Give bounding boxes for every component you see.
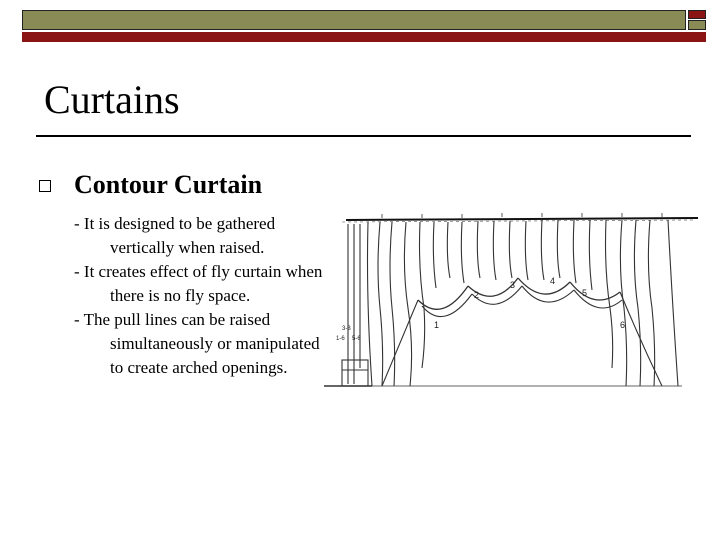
header-decoration-bar — [22, 10, 706, 42]
pull-line-label: 3-3 — [342, 326, 351, 332]
slide-title: Curtains — [44, 77, 180, 122]
bullet-heading: Contour Curtain — [74, 170, 263, 199]
curtain-point-label: 5 — [582, 288, 588, 298]
curtain-point-label: 3 — [510, 280, 516, 290]
curtain-point-label: 1 — [434, 320, 440, 330]
header-maroon-band — [22, 32, 706, 42]
bullet-body — [74, 212, 324, 380]
title-divider — [36, 135, 691, 137]
curtain-point-label: 6 — [620, 320, 626, 330]
curtain-point-label: 2 — [474, 290, 480, 300]
pull-line-label: 1-6 — [336, 336, 345, 342]
header-corner-square-top — [688, 10, 706, 19]
curtain-point-label: 4 — [550, 276, 556, 286]
bullet-line: - The pull lines can be raised simultaneously or manipulated to create arched openings. — [74, 310, 320, 377]
bullet-line: - It creates effect of fly curtain when there is no fly space. — [74, 262, 323, 305]
contour-curtain-illustration — [322, 208, 698, 394]
header-olive-band — [22, 10, 686, 30]
hollow-square-bullet-icon — [39, 180, 51, 192]
header-corner-square-bottom — [688, 20, 706, 30]
bullet-line: - It is designed to be gathered vertically when raised. — [74, 214, 276, 257]
pull-line-label: 5-6 — [352, 336, 361, 342]
